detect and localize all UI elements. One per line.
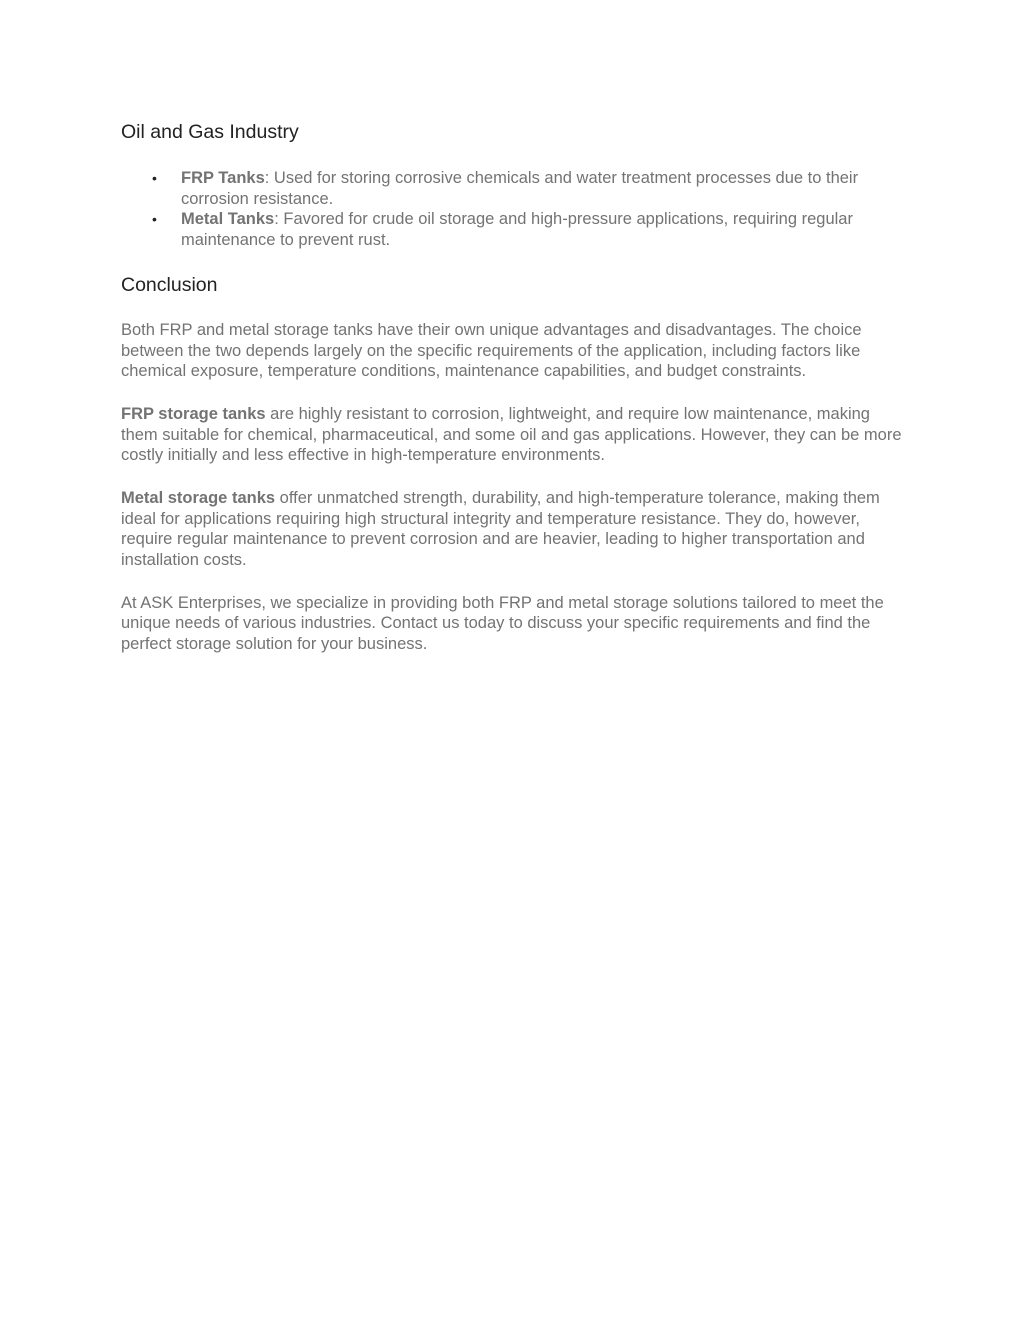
paragraph-frp: [121, 404, 911, 466]
paragraph-intro: Both FRP and metal storage tanks have their own unique advantages and disadvantages. The choice between the two depends largely on the specific requirements of the application, including factors like chemical exposure, temperature conditions, maintenance capabilities, and budget constraints.: [121, 321, 862, 380]
list-item-text: : Used for storing corrosive chemicals and water treatment processes due to their corrosion resistance.: [181, 169, 859, 208]
paragraph-text: are highly resistant to corrosion, lightweight, and require low maintenance, making them suitable for chemical, pharmaceutical, and some oil and gas applications. However, they can be more costly initially and less effective in high-temperature environments.: [121, 405, 902, 464]
bullet-list: [121, 168, 911, 250]
paragraph-text: offer unmatched strength, durability, and high-temperature tolerance, making them ideal for applications requiring high structural integrity and temperature resistance. They do, however, require regular maintenance to prevent corrosion and are heavier, leading to higher transportation and installation costs.: [121, 489, 880, 569]
list-item: [152, 168, 911, 209]
paragraph-closing: At ASK Enterprises, we specialize in providing both FRP and metal storage solutions tailored to meet the unique needs of various industries. Contact us today to discuss your specific requirements and find the perfect storage solution for your business.: [121, 593, 884, 653]
paragraph-term: Metal storage tanks: [121, 489, 276, 507]
paragraph-metal: [121, 488, 911, 570]
section-heading-conclusion: Conclusion: [121, 274, 218, 296]
paragraph-term: FRP storage tanks: [121, 405, 266, 423]
section-heading-oil-gas: Oil and Gas Industry: [121, 121, 299, 143]
list-item-text: : Favored for crude oil storage and high-pressure applications, requiring regular maintenance to prevent rust.: [181, 210, 853, 249]
document-page: [121, 120, 911, 677]
list-item-term: FRP Tanks: [181, 169, 265, 187]
bullet-icon: •: [152, 170, 157, 186]
list-item-term: Metal Tanks: [181, 210, 275, 228]
list-item: [152, 209, 911, 250]
bullet-icon: •: [152, 211, 157, 227]
